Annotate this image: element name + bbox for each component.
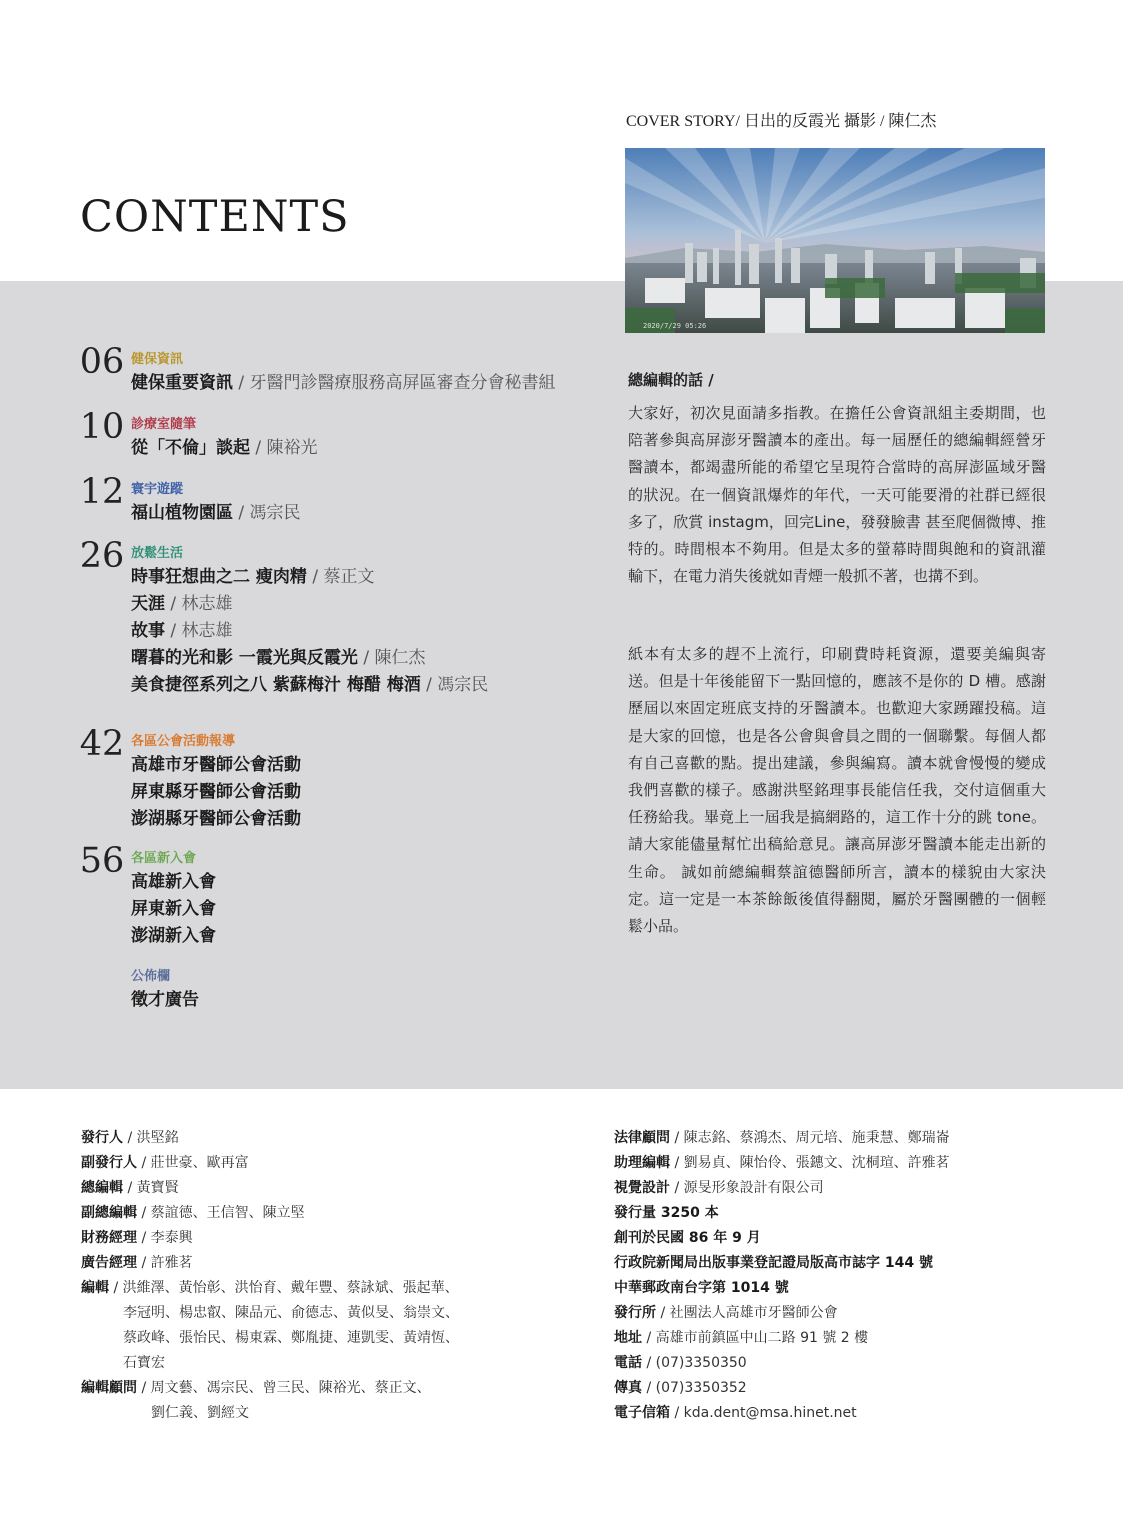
toc-item-title: 高雄新入會 — [131, 872, 216, 892]
credit-row — [614, 1126, 950, 1151]
credit-row — [614, 1201, 950, 1226]
toc-page-number: 56 — [79, 841, 125, 881]
toc-category: 健保資訊 — [131, 352, 184, 367]
credit-row — [81, 1301, 459, 1326]
credit-label: 發行所 — [614, 1305, 656, 1321]
toc-item — [131, 645, 488, 672]
credit-value: / (07)3350352 — [642, 1380, 747, 1396]
toc-item — [131, 435, 318, 462]
credit-label: 地址 — [614, 1330, 642, 1346]
credit-value: / 李泰興 — [137, 1230, 193, 1246]
toc-category: 寰宇遊蹤 — [131, 482, 184, 497]
cover-photo — [625, 148, 1045, 333]
credit-row — [81, 1276, 459, 1301]
credit-value: / 陳志銘、蔡鴻杰、周元培、施秉慧、鄭瑞崙 — [670, 1130, 950, 1146]
credit-value: / 洪堅銘 — [123, 1130, 179, 1146]
toc-item-author: / 林志雄 — [165, 594, 233, 614]
credit-label: 廣告經理 — [81, 1255, 137, 1271]
credit-label: 視覺設計 — [614, 1180, 670, 1196]
credit-row — [614, 1401, 950, 1426]
credit-label: 助理編輯 — [614, 1155, 670, 1171]
credit-label: 法律顧問 — [614, 1130, 670, 1146]
credit-row — [614, 1326, 950, 1351]
toc-item — [131, 672, 488, 699]
toc-item-author: / 林志雄 — [165, 621, 233, 641]
credit-value: 石寶宏 — [123, 1355, 165, 1371]
toc-item-title: 屏東新入會 — [131, 899, 216, 919]
toc-item-title: 故事 — [131, 621, 165, 641]
credit-value: / 劉易貞、陳怡伶、張鏸文、沈桐瑄、許雅茗 — [670, 1155, 950, 1171]
toc-item — [131, 591, 488, 618]
credit-label: 副發行人 — [81, 1155, 137, 1171]
photo-timestamp: 2020/7/29 05:26 — [643, 322, 707, 330]
toc-page-number: 06 — [79, 342, 125, 382]
credit-row — [81, 1251, 459, 1276]
credit-value: / kda.dent@msa.hinet.net — [670, 1405, 857, 1421]
toc-item — [131, 500, 301, 527]
toc-item-author: / 蔡正文 — [306, 567, 375, 587]
credit-label: 發行人 — [81, 1130, 123, 1146]
toc-category: 放鬆生活 — [131, 546, 184, 561]
credit-label: 財務經理 — [81, 1230, 137, 1246]
credit-label: 編輯 — [81, 1280, 109, 1296]
toc-item-title: 徵才廣告 — [131, 990, 199, 1010]
credit-label: 編輯顧問 — [81, 1380, 137, 1396]
credits-right-column — [614, 1126, 950, 1426]
cover-caption: COVER STORY/ 日出的反霞光 攝影 / 陳仁杰 — [626, 113, 937, 130]
credit-label: 傳真 — [614, 1380, 642, 1396]
credit-label: 總編輯 — [81, 1180, 123, 1196]
toc-item-author: / 馮宗民 — [233, 503, 301, 523]
credit-value: / 周文藝、馮宗民、曾三民、陳裕光、蔡正文、 — [137, 1380, 431, 1396]
toc-item — [131, 896, 216, 923]
toc-item — [131, 618, 488, 645]
contents-title: CONTENTS — [80, 192, 350, 242]
toc-item-title: 高雄市牙醫師公會活動 — [131, 755, 301, 775]
toc-page-number: 12 — [79, 472, 125, 512]
toc-item-title: 健保重要資訊 — [131, 373, 233, 393]
toc-item-title: 福山植物園區 — [131, 503, 233, 523]
toc-item — [131, 752, 301, 779]
toc-item — [131, 370, 556, 397]
toc-item-title: 天涯 — [131, 594, 165, 614]
credit-label: 電子信箱 — [614, 1405, 670, 1421]
credit-row — [81, 1351, 459, 1376]
toc-item-title: 澎湖縣牙醫師公會活動 — [131, 809, 301, 829]
toc-item — [131, 564, 488, 591]
toc-page-number: 10 — [79, 407, 125, 447]
toc-category: 診療室隨筆 — [131, 417, 197, 432]
credit-value: / 許雅茗 — [137, 1255, 193, 1271]
credit-value: / 蔡誼德、王信智、陳立堅 — [137, 1205, 305, 1221]
credit-row — [81, 1226, 459, 1251]
credits-left-column — [81, 1126, 459, 1426]
toc-item-title: 澎湖新入會 — [131, 926, 216, 946]
credit-value: / 莊世豪、歐再富 — [137, 1155, 249, 1171]
toc-item-author: / 陳裕光 — [250, 438, 318, 458]
toc-item-author: / 陳仁杰 — [357, 648, 426, 668]
credit-value: / 洪維澤、黃怡彰、洪怡育、戴年豐、蔡詠斌、張起華、 — [109, 1280, 459, 1296]
credit-label: 發行量 3250 本 — [614, 1205, 719, 1221]
credit-value: 李冠明、楊忠叡、陳品元、俞德志、黃似旻、翁崇文、 — [123, 1305, 459, 1321]
credit-row — [81, 1126, 459, 1151]
toc-item — [131, 987, 199, 1014]
credit-value: / 社團法人高雄市牙醫師公會 — [656, 1305, 838, 1321]
credit-value: / 黃寶賢 — [123, 1180, 179, 1196]
credit-row — [614, 1301, 950, 1326]
credit-row — [614, 1376, 950, 1401]
credit-label: 副總編輯 — [81, 1205, 137, 1221]
toc-item-title: 從「不倫」談起 — [131, 438, 250, 458]
toc-item-title: 美食捷徑系列之八 紫蘇梅汁 梅醋 梅酒 — [131, 675, 421, 695]
toc-item-author: / 馮宗民 — [420, 675, 489, 695]
credit-value: 劉仁義、劉經文 — [151, 1405, 249, 1421]
toc-item — [131, 806, 301, 833]
credit-value: 蔡政峰、張怡民、楊東霖、鄭胤捷、連凱雯、黃靖恆、 — [123, 1330, 459, 1346]
editor-note-heading: 總編輯的話 / — [628, 371, 714, 389]
toc-item — [131, 779, 301, 806]
credit-label: 中華郵政南台字第 1014 號 — [614, 1280, 789, 1296]
toc-item-author: / 牙醫門診醫療服務高屏區審查分會秘書組 — [233, 373, 556, 393]
toc-item — [131, 869, 216, 896]
credit-value: / (07)3350350 — [642, 1355, 747, 1371]
toc-item-title: 屏東縣牙醫師公會活動 — [131, 782, 301, 802]
credit-value: / 高雄市前鎮區中山二路 91 號 2 樓 — [642, 1330, 869, 1346]
credit-row — [81, 1176, 459, 1201]
toc-item-title: 時事狂想曲之二 瘦肉精 — [131, 567, 307, 587]
credit-row — [614, 1151, 950, 1176]
credit-label: 行政院新聞局出版事業登記證局版高市誌字 144 號 — [614, 1255, 933, 1271]
toc-item — [131, 923, 216, 950]
credit-row — [81, 1401, 459, 1426]
toc-page-number: 42 — [79, 724, 125, 764]
toc-category: 公佈欄 — [131, 969, 171, 984]
credit-row — [614, 1351, 950, 1376]
credit-row — [81, 1201, 459, 1226]
editor-note-paragraph-2: 紙本有太多的趕不上流行，印刷費時耗資源，還要美編與寄送。但是十年後能留下一點回憶的，應該不是你的 D 槽。感謝歷屆以來固定班底支持的牙醫讀本。也歡迎大家踴躍投稿。這是大家的回憶，也是各公會與會員之間的一個聯繫。每個人都有自己喜歡的點。提出建議，參與編寫。讀本就會慢慢的變成我們喜歡的樣子。感謝洪堅銘理事長能信任我，交付這個重大任務給我。畢竟上一屆我是搞網路的，這工作十分的跳 tone。請大家能儘量幫忙出稿給意見。讓高屏澎牙醫讀本能走出新的生命。 誠如前總編輯蔡誼德醫師所言，讀本的樣貌由大家決定。這一定是一本茶餘飯後值得翻閱，屬於牙醫團體的一個輕鬆小品。 — [628, 645, 1046, 936]
toc-category: 各區新入會 — [131, 851, 197, 866]
toc-item-title: 曙暮的光和影 一霞光與反霞光 — [131, 648, 358, 668]
toc-page-number: 26 — [79, 536, 125, 576]
credit-row — [81, 1376, 459, 1401]
credit-row — [614, 1176, 950, 1201]
credit-label: 電話 — [614, 1355, 642, 1371]
editor-note-paragraph-1: 大家好，初次見面請多指教。在擔任公會資訊組主委期間，也陪著參與高屏澎牙醫讀本的產出。每一屆歷任的總編輯經營牙醫讀本，都竭盡所能的希望它呈現符合當時的高屏澎區域牙醫的狀況。在一個資訊爆炸的年代，一天可能要滑的社群已經很多了，欣賞 instagm，回完Line，發發臉書 甚至爬個微博、推特的。時間根本不夠用。但是太多的螢幕時間與飽和的資訊灌輸下，在電力消失後就如青煙一般抓不著，也搆不到。 — [628, 404, 1046, 586]
credit-value: / 源旻形象設計有限公司 — [670, 1180, 824, 1196]
credit-row — [81, 1326, 459, 1351]
credit-label: 創刊於民國 86 年 9 月 — [614, 1230, 761, 1246]
credit-row — [614, 1251, 950, 1276]
credit-row — [81, 1151, 459, 1176]
credit-row — [614, 1226, 950, 1251]
credit-row — [614, 1276, 950, 1301]
toc-category: 各區公會活動報導 — [131, 734, 236, 749]
